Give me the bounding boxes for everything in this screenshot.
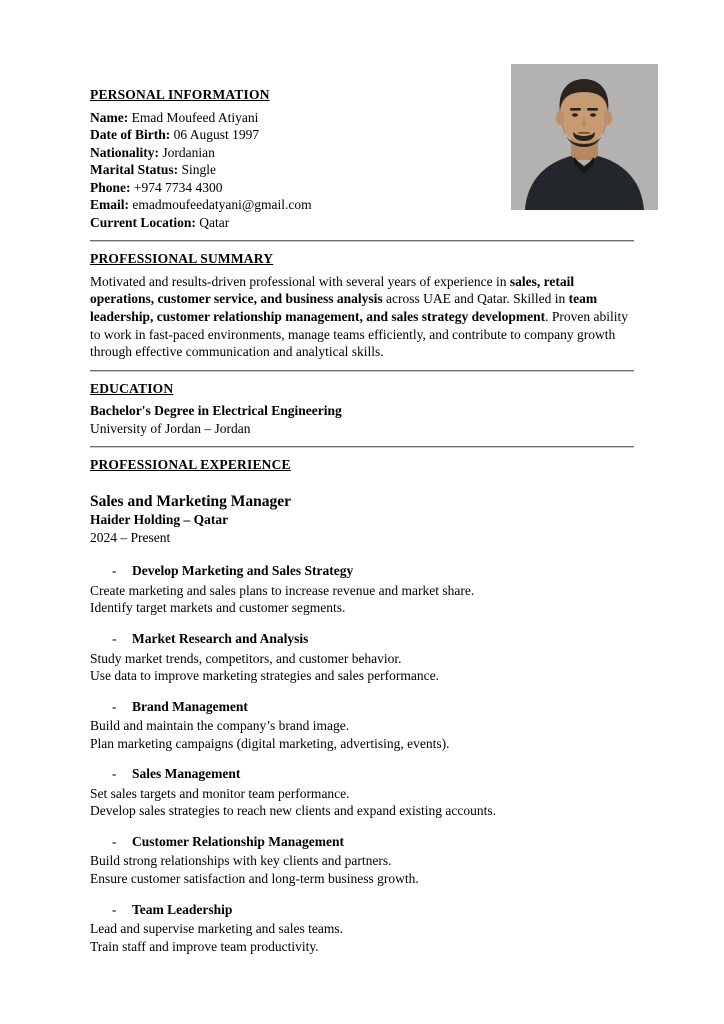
field-value: Qatar — [195, 214, 230, 230]
duty-line: Build strong relationships with key clients and partners. — [90, 853, 392, 869]
duty-line: Create marketing and sales plans to increase revenue and market share. — [90, 582, 475, 598]
personal-information-heading: PERSONAL INFORMATION — [90, 87, 270, 102]
field-label: Phone: — [90, 179, 131, 195]
company-name: Haider Holding – Qatar — [90, 512, 229, 528]
duty-line: Train staff and improve team productivity. — [90, 938, 319, 954]
portrait-photo-image — [511, 64, 658, 210]
duty-description — [90, 717, 634, 752]
summary-segment: team leadership, customer relationship management, and sales strategy development — [90, 291, 598, 325]
duty-item — [90, 901, 634, 956]
duty-item — [90, 765, 634, 820]
summary-segment: . Proven ability to work in fast-paced environments, manage teams efficiently, and contribute to company growth through effective communication and analytical skills. — [90, 309, 628, 360]
portrait-photo — [511, 64, 658, 210]
duty-title: Sales Management — [132, 766, 241, 782]
duty-heading — [90, 630, 634, 648]
duty-line: Plan marketing campaigns (digital marketing, advertising, events). — [90, 735, 450, 751]
duty-title: Market Research and Analysis — [132, 630, 309, 646]
duty-heading — [90, 698, 634, 716]
section-professional-experience — [90, 456, 634, 955]
duty-heading — [90, 833, 634, 851]
duty-title: Develop Marketing and Sales Strategy — [132, 563, 354, 579]
bullet-dash: - — [112, 901, 117, 917]
duty-heading — [90, 765, 634, 783]
field-value: Jordanian — [159, 144, 215, 160]
duty-line: Develop sales strategies to reach new clients and expand existing accounts. — [90, 803, 496, 819]
education-school: University of Jordan – Jordan — [90, 420, 251, 436]
summary-segment: sales, retail operations, customer service, and business analysis — [90, 273, 575, 307]
section-education — [90, 380, 634, 438]
field-value: Emad Moufeed Atiyani — [128, 109, 259, 125]
summary-text — [90, 273, 634, 361]
field-value: 06 August 1997 — [170, 127, 260, 143]
job-title: Sales and Marketing Manager — [90, 492, 292, 510]
field-label: Email: — [90, 197, 129, 213]
duty-description — [90, 582, 634, 617]
summary-segment: Motivated and results-driven professional with several years of experience in — [90, 273, 510, 289]
field-label: Date of Birth: — [90, 127, 171, 143]
duty-title: Team Leadership — [132, 901, 233, 917]
field-label: Nationality: — [90, 144, 159, 160]
field-value: Single — [178, 162, 217, 178]
duty-item — [90, 630, 634, 685]
professional-experience-heading: PROFESSIONAL EXPERIENCE — [90, 457, 291, 473]
duty-line: Set sales targets and monitor team performance. — [90, 785, 350, 801]
duty-description — [90, 785, 634, 820]
field-label: Name: — [90, 109, 129, 125]
duty-line: Identify target markets and customer segments. — [90, 600, 346, 616]
duty-line: Build and maintain the company’s brand image. — [90, 718, 350, 734]
summary-segment: across UAE and Qatar. Skilled in — [382, 291, 569, 307]
bullet-dash: - — [112, 698, 117, 714]
education-degree: Bachelor's Degree in Electrical Engineering — [90, 403, 342, 419]
duty-line: Ensure customer satisfaction and long-term business growth. — [90, 870, 419, 886]
duty-item — [90, 833, 634, 888]
section-professional-summary — [90, 250, 634, 360]
education-heading: EDUCATION — [90, 380, 174, 396]
duty-line: Lead and supervise marketing and sales teams. — [90, 921, 344, 937]
bullet-dash: - — [112, 833, 117, 849]
duty-item — [90, 698, 634, 753]
duty-item — [90, 562, 634, 617]
duty-line: Use data to improve marketing strategies and sales performance. — [90, 668, 439, 684]
duty-heading — [90, 901, 634, 919]
section-divider — [90, 240, 634, 242]
duty-title: Customer Relationship Management — [132, 833, 344, 849]
duty-description — [90, 650, 634, 685]
field-value: emadmoufeedatyani@gmail.com — [129, 197, 312, 213]
duty-heading — [90, 562, 634, 580]
professional-summary-heading: PROFESSIONAL SUMMARY — [90, 251, 274, 267]
duty-title: Brand Management — [132, 698, 248, 714]
duty-description — [90, 852, 634, 887]
duty-description — [90, 920, 634, 955]
field-label: Marital Status: — [90, 162, 179, 178]
duties — [90, 562, 634, 955]
section-divider — [90, 370, 634, 372]
duty-line: Study market trends, competitors, and customer behavior. — [90, 650, 402, 666]
employment-period: 2024 – Present — [90, 529, 171, 545]
bullet-dash: - — [112, 630, 117, 646]
field-label: Current Location: — [90, 214, 196, 230]
bullet-dash: - — [112, 766, 117, 782]
personal-field — [90, 214, 634, 232]
field-value: +974 7734 4300 — [130, 179, 223, 195]
section-divider — [90, 446, 634, 448]
bullet-dash: - — [112, 563, 117, 579]
